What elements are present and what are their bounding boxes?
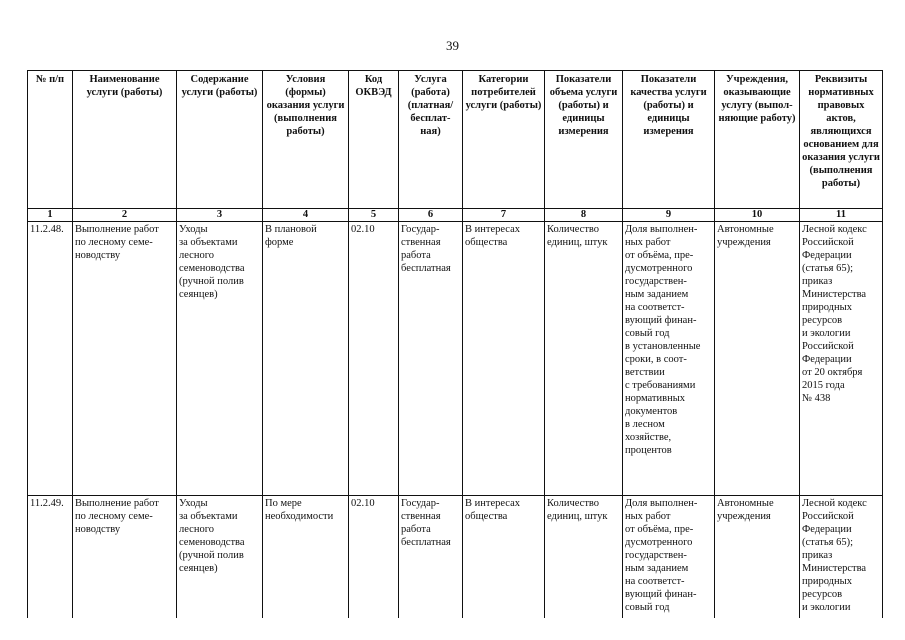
- service-name: Выполнение работ по лесному семе- новодству: [73, 222, 177, 496]
- table-row: [28, 496, 883, 618]
- column-number: 6: [399, 209, 463, 222]
- column-number: 10: [715, 209, 800, 222]
- service-type: Государ- ственная работа бесплатная: [399, 222, 463, 496]
- providing-institutions: Автономные учреждения: [715, 222, 800, 496]
- okved-code: 02.10: [349, 496, 399, 618]
- row-number: 11.2.49.: [28, 496, 73, 618]
- header-cell: Наименование услуги (работы): [73, 71, 177, 209]
- column-number: 4: [263, 209, 349, 222]
- service-content: Уходы за объектами лесного семеноводства (ручной полив сеянцев): [177, 496, 263, 618]
- page-number: 39: [446, 38, 459, 53]
- column-number: 8: [545, 209, 623, 222]
- services-table: [27, 70, 883, 618]
- row-number: 11.2.48.: [28, 222, 73, 496]
- service-name: Выполнение работ по лесному семе- новодству: [73, 496, 177, 618]
- volume-indicators: Количество единиц, штук: [545, 222, 623, 496]
- header-row: [28, 71, 883, 209]
- column-number: 9: [623, 209, 715, 222]
- consumer-category: В интересах общества: [463, 222, 545, 496]
- table-row: [28, 222, 883, 496]
- header-cell: № п/п: [28, 71, 73, 209]
- consumer-category: В интересах общества: [463, 496, 545, 618]
- column-number: 3: [177, 209, 263, 222]
- quality-indicators: Доля выполнен- ных работ от объёма, пре- дусмотренного государствен- ным заданием на соответст- вующий финан- совый год: [623, 496, 715, 618]
- column-number: 11: [800, 209, 883, 222]
- header-cell: Код ОКВЭД: [349, 71, 399, 209]
- providing-institutions: Автономные учреждения: [715, 496, 800, 618]
- header-cell: Показатели объема услуги (работы) и единицы измерения: [545, 71, 623, 209]
- legal-acts: Лесной кодекс Российской Федерации (статья 65); приказ Министерства природных ресурсов и экологии Российской Федерации от 20 октября 2015 года № 438: [800, 222, 883, 496]
- header-cell: Условия (формы) оказания услуги (выполнения работы): [263, 71, 349, 209]
- header-cell: Содержание услуги (работы): [177, 71, 263, 209]
- okved-code: 02.10: [349, 222, 399, 496]
- column-number-row: [28, 209, 883, 222]
- volume-indicators: Количество единиц, штук: [545, 496, 623, 618]
- column-number: 1: [28, 209, 73, 222]
- service-type: Государ- ственная работа бесплатная: [399, 496, 463, 618]
- header-cell: Реквизиты нормативных правовых актов, являющихся основанием для оказания услуги (выполнения работы): [800, 71, 883, 209]
- column-number: 2: [73, 209, 177, 222]
- column-number: 7: [463, 209, 545, 222]
- quality-indicators: Доля выполнен- ных работ от объёма, пре- дусмотренного государствен- ным заданием на соответст- вующий финан- совый год в установленные сроки, в соот- ветствии с требованиями нормативных документов в лесном хозяйстве, процентов: [623, 222, 715, 496]
- service-conditions: По мере необходимости: [263, 496, 349, 618]
- header-cell: Категории потребителей услуги (работы): [463, 71, 545, 209]
- header-cell: Учреждения, оказывающие услугу (выпол- няющие работу): [715, 71, 800, 209]
- service-conditions: В плановой форме: [263, 222, 349, 496]
- header-cell: Услуга (работа) (платная/ бесплат- ная): [399, 71, 463, 209]
- header-cell: Показатели качества услуги (работы) и единицы измерения: [623, 71, 715, 209]
- column-number: 5: [349, 209, 399, 222]
- service-content: Уходы за объектами лесного семеноводства (ручной полив сеянцев): [177, 222, 263, 496]
- legal-acts: Лесной кодекс Российской Федерации (статья 65); приказ Министерства природных ресурсов и экологии: [800, 496, 883, 618]
